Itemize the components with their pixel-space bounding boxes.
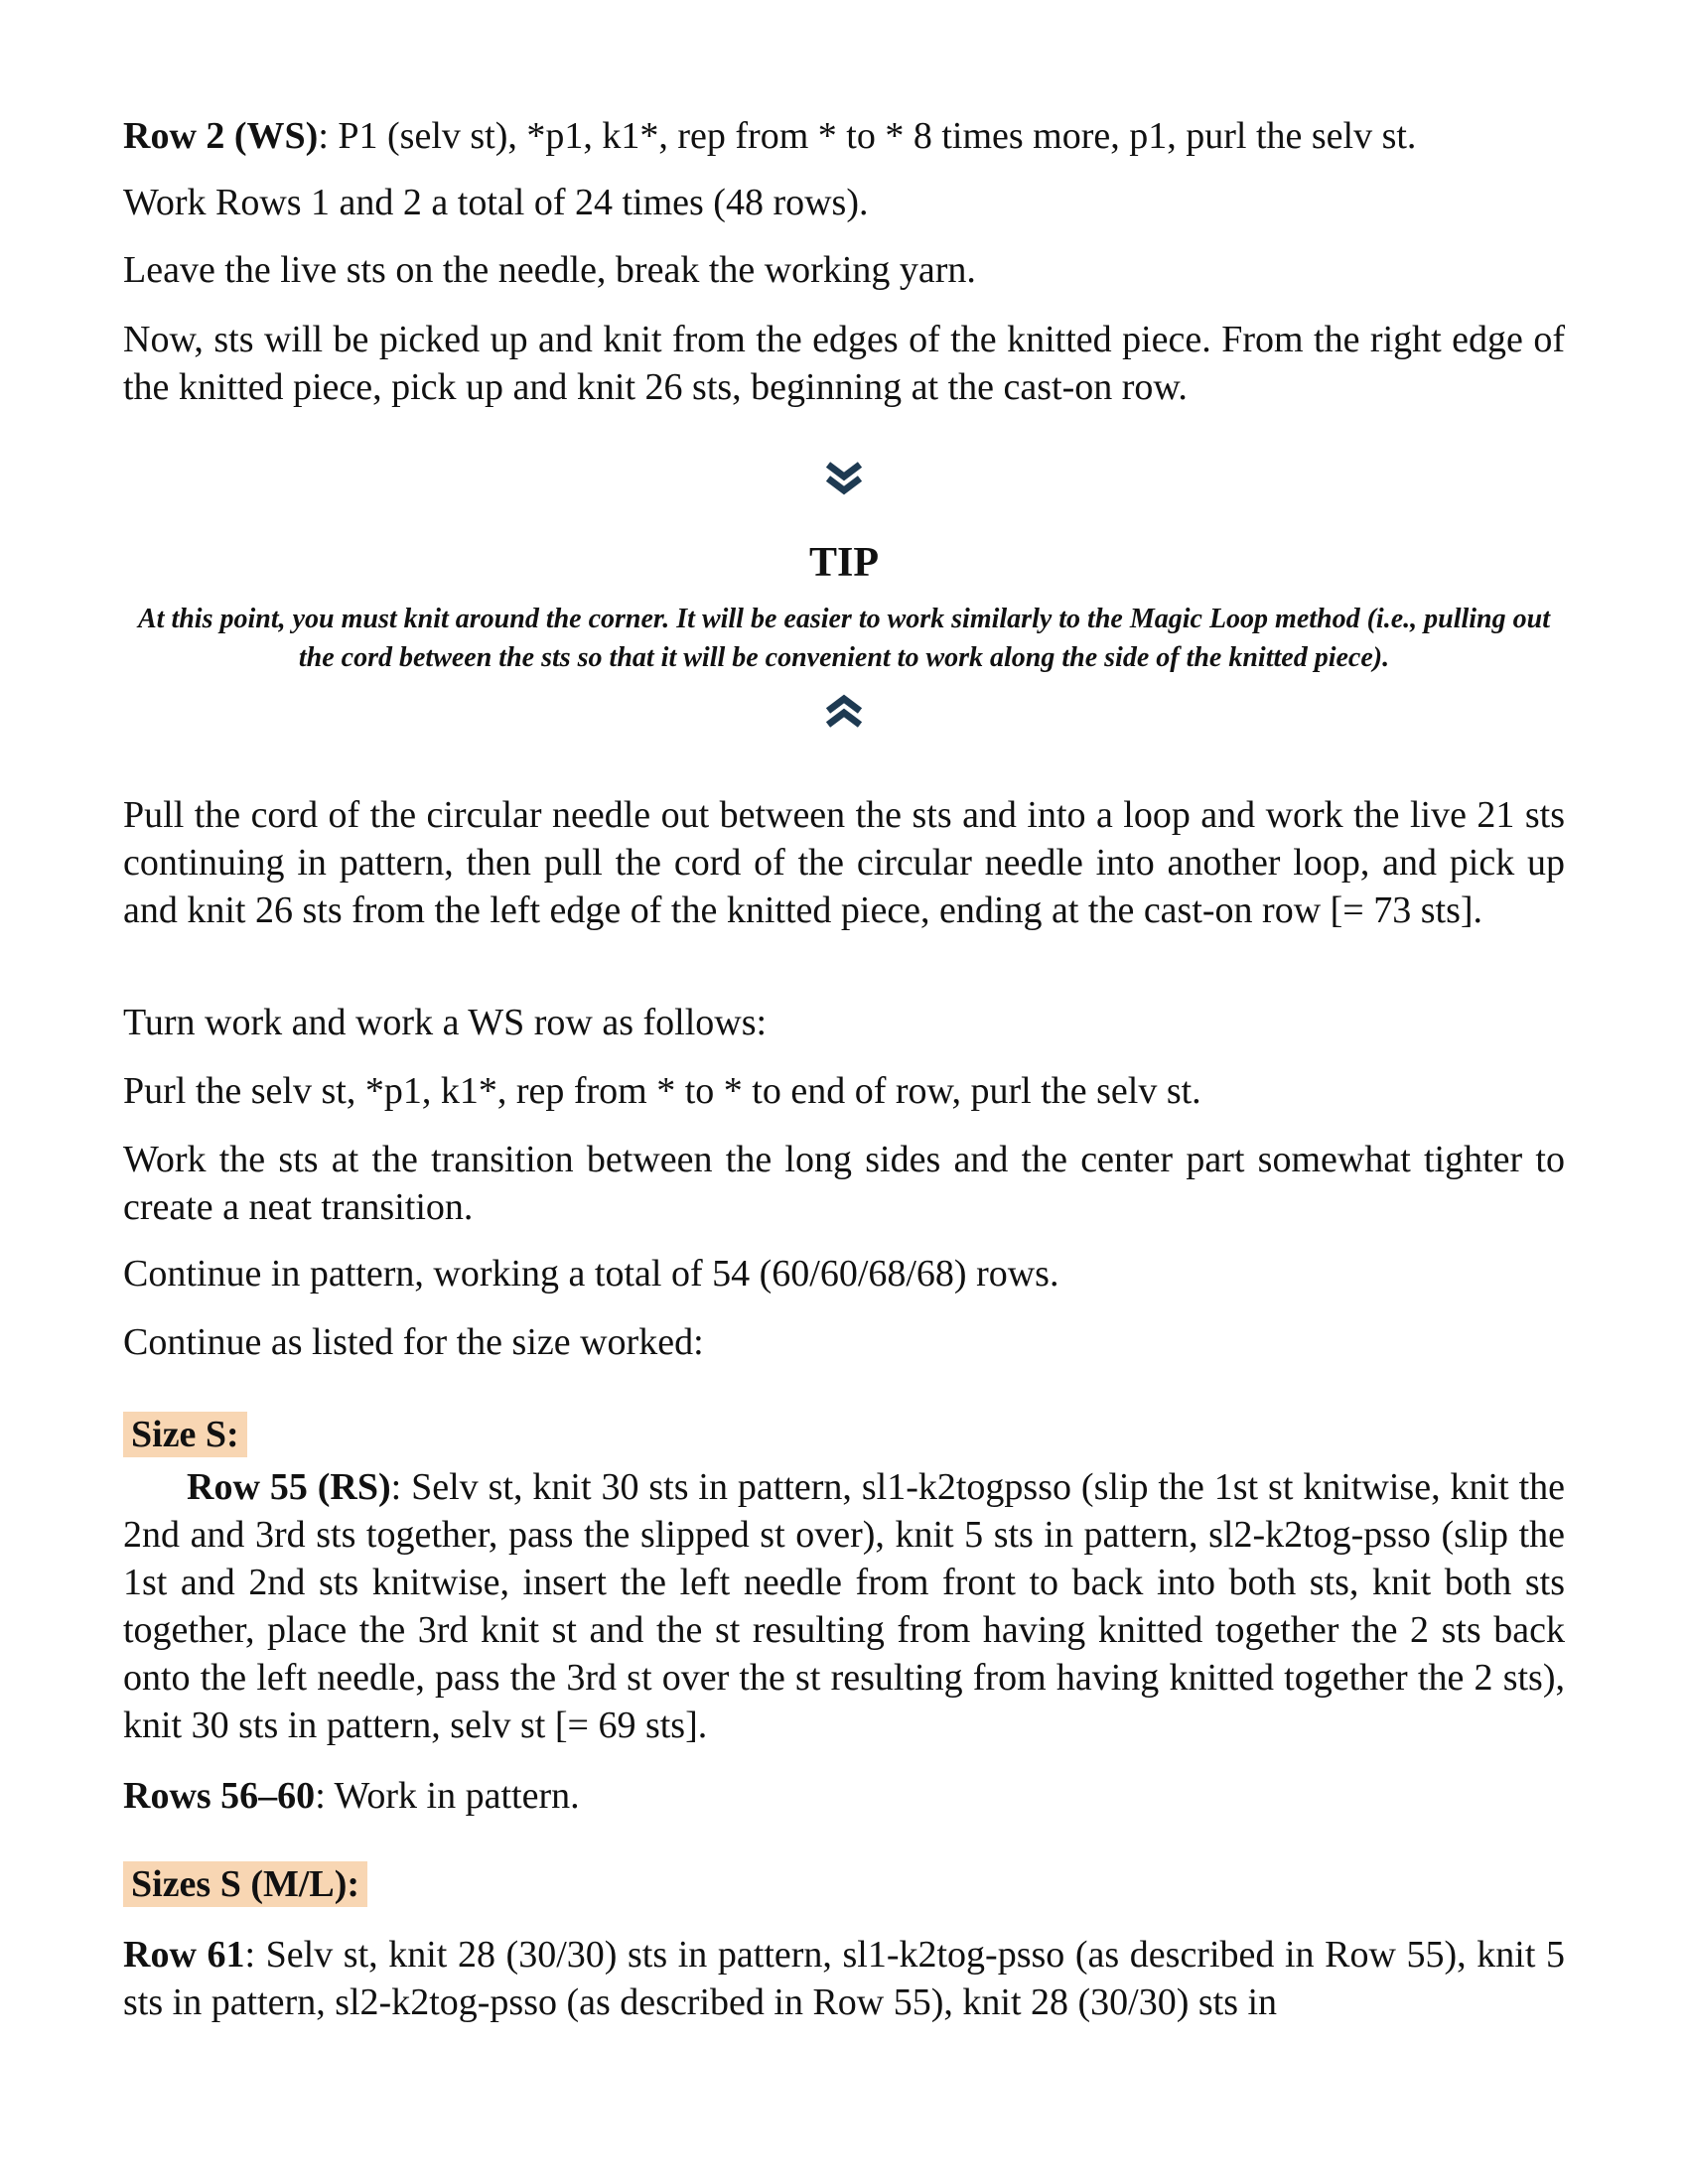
row55-paragraph xyxy=(123,1463,1565,1749)
rows56-text: : Work in pattern. xyxy=(315,1775,580,1817)
continue-size-paragraph: Continue as listed for the size worked: xyxy=(123,1321,704,1363)
row55-text: : Selv st, knit 30 sts in pattern, sl1-k2togpsso (slip the 1st st knitwise, knit the 2nd and 3rd sts together, pass the slipped st over), knit 5 sts in pattern, sl2-k2tog-psso (slip the 1st and 2nd sts knitwise, insert the left needle from front to back into both sts, knit both sts together, place the 3rd knit st and the st resulting from having knitted together the 2 sts back onto the left needle, pass the 3rd st over the st resulting from having knitted together the 2 sts), knit 30 sts in pattern, selv st [= 69 sts]. xyxy=(123,1466,1565,1746)
double-chevron-up-icon xyxy=(822,691,866,731)
tip-text: At this point, you must knit around the corner. It will be easier to work similarly to the Magic Loop method (i.e., pulling out the cord between the sts so that it will be convenient to work along the side of the knitted piece). xyxy=(138,604,1550,673)
row2-text: : P1 (selv st), *p1, k1*, rep from * to * 8 times more, p1, purl the selv st. xyxy=(318,115,1417,157)
rows56-paragraph xyxy=(123,1772,1565,1820)
tip-box xyxy=(123,459,1565,731)
double-chevron-down-icon xyxy=(822,459,866,498)
turn-work-paragraph: Turn work and work a WS row as follows: xyxy=(123,1002,768,1043)
pull-cord-paragraph: Pull the cord of the circular needle out between the sts and into a loop and work the live 21 sts continuing in pattern, then pull the cord of the circular needle into another loop, and pick up and knit 26 sts from the left edge of the knitted piece, ending at the cast-on row [= 73 sts]. xyxy=(123,794,1565,931)
row61-paragraph xyxy=(123,1931,1565,2026)
continue-pattern-paragraph: Continue in pattern, working a total of 54 (60/60/68/68) rows. xyxy=(123,1253,1059,1295)
tip-title: TIP xyxy=(808,540,879,586)
leave-live-paragraph: Leave the live sts on the needle, break the working yarn. xyxy=(123,249,976,291)
size-s-section xyxy=(123,1412,1565,1457)
row55-label: Row 55 (RS) xyxy=(187,1466,391,1508)
transition-paragraph: Work the sts at the transition between the long sides and the center part somewhat tighter to create a neat transition. xyxy=(123,1139,1565,1228)
sizes-sml-heading: Sizes S (M/L): xyxy=(123,1861,367,1907)
rows56-label: Rows 56–60 xyxy=(123,1775,316,1817)
row2-paragraph xyxy=(123,112,1565,160)
row61-label: Row 61 xyxy=(123,1934,245,1976)
work-rows-paragraph: Work Rows 1 and 2 a total of 24 times (48 rows). xyxy=(123,182,869,223)
row61-text: : Selv st, knit 28 (30/30) sts in pattern, sl1-k2tog-psso (as described in Row 55), knit 5 sts in pattern, sl2-k2tog-psso (as described in Row 55), knit 28 (30/30) sts in xyxy=(123,1934,1565,2023)
row2-label: Row 2 (WS) xyxy=(123,115,319,157)
pick-up-paragraph: Now, sts will be picked up and knit from the edges of the knitted piece. From the right edge of the knitted piece, pick up and knit 26 sts, beginning at the cast-on row. xyxy=(123,319,1565,408)
purl-selv-paragraph: Purl the selv st, *p1, k1*, rep from * to * to end of row, purl the selv st. xyxy=(123,1070,1201,1112)
sizes-sml-section xyxy=(123,1861,1565,1907)
size-s-heading: Size S: xyxy=(123,1412,247,1457)
